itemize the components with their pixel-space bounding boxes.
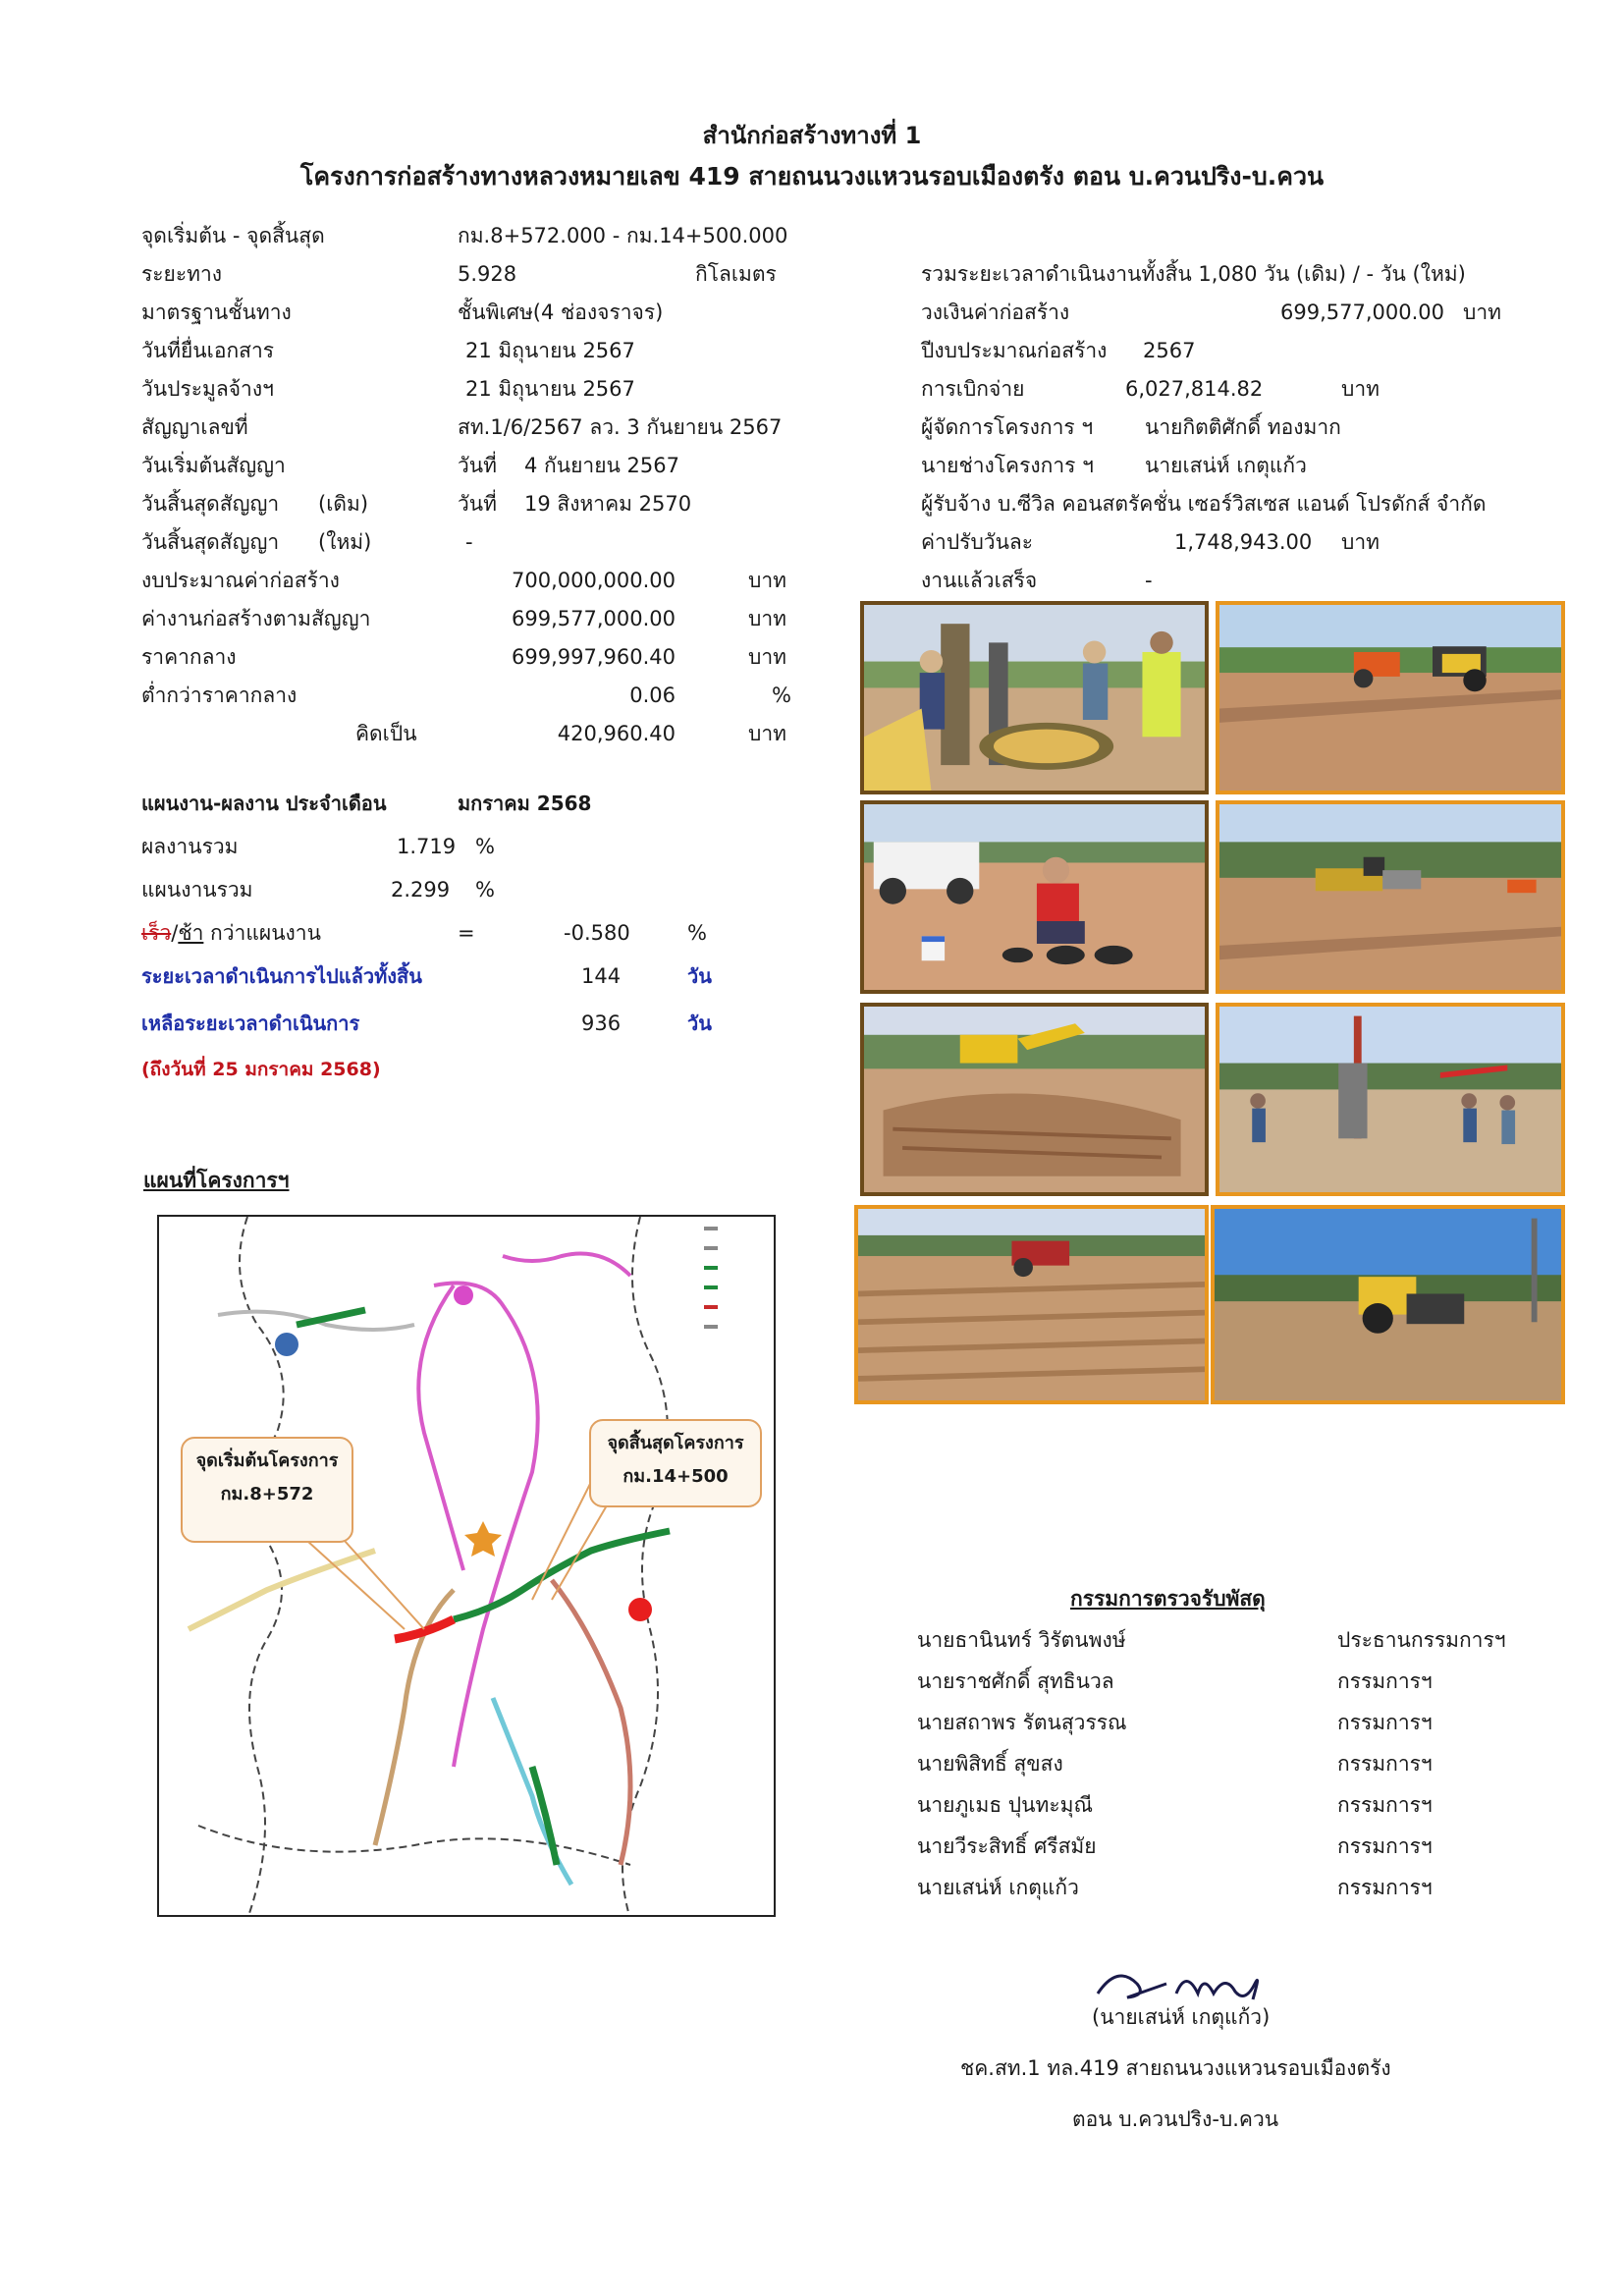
progress-month: มกราคม 2568 (458, 792, 592, 815)
route-map-graphic (159, 1217, 776, 1917)
fiscal-year-label: ปีงบประมาณก่อสร้าง (921, 339, 1108, 362)
diff-equals: = (458, 921, 475, 945)
contract-start-value: 4 กันยายน 2567 (524, 454, 679, 477)
diff-label-slow: ช้า (178, 921, 204, 945)
committee-member-role: กรรมการฯ (1337, 1669, 1433, 1693)
auction-date-label: วันประมูลจ้างฯ (141, 377, 274, 401)
auction-date-value: 21 มิถุนายน 2567 (465, 377, 635, 401)
elapsed-value: 144 (581, 964, 622, 988)
committee-member-name: นายสถาพร รัตนสุวรรณ (917, 1711, 1127, 1734)
disbursed-value: 6,027,814.82 (1125, 377, 1264, 401)
distance-unit: กิโลเมตร (695, 262, 777, 286)
distance-label: ระยะทาง (141, 262, 223, 286)
committee-member-name: นายธานินทร์ วิรัตนพงษ์ (917, 1628, 1126, 1652)
site-photo-drilling (860, 601, 1209, 794)
diff-label-fast: เร็ว (141, 921, 172, 945)
diff-unit: % (687, 921, 707, 945)
start-end-label: จุดเริ่มต้น - จุดสิ้นสุด (141, 224, 325, 247)
manager-value: นายกิตติศักดิ์ ทองมาก (1145, 415, 1341, 439)
fine-value: 1,748,943.00 (1174, 530, 1313, 554)
below-median-unit: % (772, 683, 791, 707)
engineer-value: นายเสน่ห์ เกตุแก้ว (1145, 454, 1307, 477)
elapsed-label: ระยะเวลาดำเนินการไปแล้วทั้งสิ้น (141, 964, 422, 988)
site-photo-excavator (860, 1003, 1209, 1196)
submit-date-value: 21 มิถุนายน 2567 (465, 339, 635, 362)
start-point-callout (181, 1437, 353, 1543)
disbursed-unit: บาท (1341, 377, 1380, 401)
contract-no-label: สัญญาเลขที่ (141, 415, 248, 439)
standard-value: ชั้นพิเศษ(4 ช่องจราจร) (458, 301, 664, 324)
signer-position: ชค.สท.1 ทล.419 สายถนนวงแหวนรอบเมืองตรัง (960, 2056, 1391, 2080)
fiscal-year-value: 2567 (1143, 339, 1196, 362)
site-photo-grader (1216, 800, 1565, 994)
map-title: แผนที่โครงการฯ (143, 1169, 290, 1192)
contract-cost-unit: บาท (748, 607, 786, 630)
equals-unit: บาท (748, 722, 786, 745)
contractor-text: ผู้รับจ้าง บ.ซีวิล คอนสตรัคชั่น เซอร์วิสเซส แอนด์ โปรดักส์ จำกัด (921, 492, 1487, 516)
contract-cost-label: ค่างานก่อสร้างตามสัญญา (141, 607, 371, 630)
engineer-label: นายช่างโครงการ ฯ (921, 454, 1094, 477)
plan-value: 2.299 (391, 878, 451, 902)
start-point-km: กม.8+572 (220, 1484, 314, 1505)
actual-unit: % (475, 835, 495, 858)
committee-member-name: นายเสน่ห์ เกตุแก้ว (917, 1876, 1079, 1899)
site-photo-roller (1216, 601, 1565, 794)
contract-end-old-tag: (เดิม) (318, 492, 369, 516)
equals-label: คิดเป็น (355, 722, 417, 745)
budget-limit-label: วงเงินค่าก่อสร้าง (921, 301, 1070, 324)
budget-value: 700,000,000.00 (512, 569, 676, 592)
remaining-label: เหลือระยะเวลาดำเนินการ (141, 1011, 360, 1035)
standard-label: มาตรฐานชั้นทาง (141, 301, 292, 324)
committee-member-role: ประธานกรรมการฯ (1337, 1628, 1506, 1652)
office-title: สำนักก่อสร้างทางที่ 1 (702, 122, 922, 149)
fine-label: ค่าปรับวันละ (921, 530, 1034, 554)
committee-member-role: กรรมการฯ (1337, 1834, 1433, 1858)
duration-text: รวมระยะเวลาดำเนินงานทั้งสิ้น 1,080 วัน (เดิม) / - วัน (ใหม่) (921, 262, 1466, 286)
budget-label: งบประมาณค่าก่อสร้าง (141, 569, 340, 592)
committee-member-role: กรรมการฯ (1337, 1752, 1433, 1776)
committee-member-name: นายวีระสิทธิ์ ศรีสมัย (917, 1834, 1097, 1858)
median-price-label: ราคากลาง (141, 645, 237, 669)
committee-member-role: กรรมการฯ (1337, 1711, 1433, 1734)
site-photo-compaction (854, 1205, 1209, 1404)
progress-heading: แผนงาน-ผลงาน ประจำเดือน (141, 792, 387, 815)
diff-label-sep: / (171, 921, 179, 945)
budget-unit: บาท (748, 569, 786, 592)
below-median-label: ต่ำกว่าราคากลาง (141, 683, 298, 707)
signer-name: (นายเสน่ห์ เกตุแก้ว) (1092, 2005, 1271, 2029)
completed-value: - (1145, 569, 1153, 592)
contract-start-prefix: วันที่ (458, 454, 497, 477)
elapsed-unit: วัน (687, 964, 712, 988)
end-point-km: กม.14+500 (623, 1466, 729, 1488)
completed-label: งานแล้วเสร็จ (921, 569, 1038, 592)
contract-no-value: สท.1/6/2567 ลว. 3 กันยายน 2567 (458, 415, 783, 439)
contract-start-label: วันเริ่มต้นสัญญา (141, 454, 286, 477)
plan-label: แผนงานรวม (141, 878, 253, 902)
plan-unit: % (475, 878, 495, 902)
median-price-value: 699,997,960.40 (512, 645, 676, 669)
diff-label-rest: กว่าแผนงาน (203, 921, 321, 945)
contract-end-old-value: 19 สิงหาคม 2570 (524, 492, 692, 516)
distance-value: 5.928 (458, 262, 517, 286)
budget-limit-value: 699,577,000.00 (1280, 301, 1444, 324)
contract-end-new-tag: (ใหม่) (318, 530, 372, 554)
contract-end-old-prefix: วันที่ (458, 492, 497, 516)
remaining-unit: วัน (687, 1011, 712, 1035)
submit-date-label: วันที่ยื่นเอกสาร (141, 339, 275, 362)
project-map (157, 1215, 776, 1917)
equals-value: 420,960.40 (557, 722, 676, 745)
remaining-value: 936 (581, 1011, 622, 1035)
disbursed-label: การเบิกจ่าย (921, 377, 1025, 401)
contract-end-new-label: วันสิ้นสุดสัญญา (141, 530, 280, 554)
site-photo-pile-drilling (1216, 1003, 1565, 1196)
contract-end-new-value: - (465, 530, 473, 554)
actual-value: 1.719 (397, 835, 457, 858)
start-point-label: จุดเริ่มต้นโครงการ (195, 1450, 339, 1471)
manager-label: ผู้จัดการโครงการ ฯ (921, 415, 1094, 439)
start-end-value: กม.8+572.000 - กม.14+500.000 (458, 224, 788, 247)
end-point-label: จุดสิ้นสุดโครงการ (607, 1433, 744, 1453)
committee-member-name: นายราชศักดิ์ สุทธินวล (917, 1669, 1114, 1693)
signer-section: ตอน บ.ควนปริง-บ.ควน (1072, 2107, 1279, 2131)
actual-label: ผลงานรวม (141, 835, 239, 858)
diff-value: -0.580 (564, 921, 630, 945)
site-photo-road-roller (1211, 1205, 1565, 1404)
end-point-callout (589, 1419, 762, 1507)
committee-member-name: นายภูเมธ ปุนทะมุณี (917, 1793, 1093, 1817)
diff-label (141, 923, 321, 944)
fine-unit: บาท (1341, 530, 1380, 554)
below-median-value: 0.06 (629, 683, 676, 707)
committee-member-role: กรรมการฯ (1337, 1793, 1433, 1817)
contract-cost-value: 699,577,000.00 (512, 607, 676, 630)
contract-end-old-label: วันสิ้นสุดสัญญา (141, 492, 280, 516)
median-price-unit: บาท (748, 645, 786, 669)
project-title: โครงการก่อสร้างทางหลวงหมายเลข 419 สายถนนวงแหวนรอบเมืองตรัง ตอน บ.ควนปริง-บ.ควน (299, 162, 1325, 191)
committee-title: กรรมการตรวจรับพัสดุ (1070, 1587, 1266, 1611)
committee-member-role: กรรมการฯ (1337, 1876, 1433, 1899)
as-of-date: (ถึงวันที่ 25 มกราคม 2568) (141, 1059, 381, 1080)
budget-limit-unit: บาท (1463, 301, 1501, 324)
site-photo-testing (860, 800, 1209, 994)
committee-member-name: นายพิสิทธิ์ สุขสง (917, 1752, 1063, 1776)
